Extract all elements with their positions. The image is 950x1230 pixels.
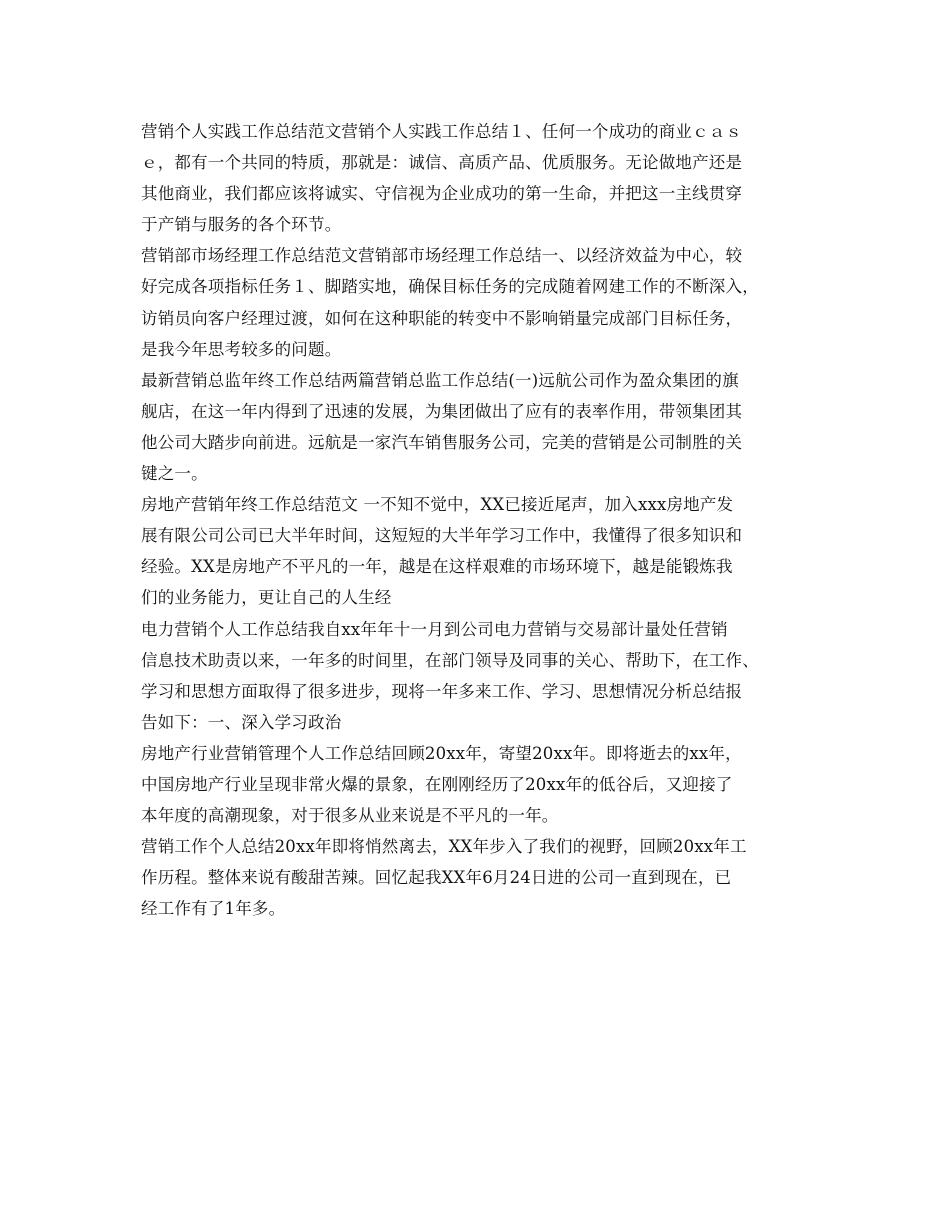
text-line: 们的业务能力，更让自己的人生经 <box>141 588 392 608</box>
document-body <box>141 116 821 924</box>
text-line: 告如下：一、深入学习政治 <box>141 712 342 732</box>
paragraph <box>141 116 821 240</box>
text-line: 键之一。 <box>141 464 208 484</box>
text-line: 中国房地产行业呈现非常火爆的景象，在刚刚经历了20xx年的低谷后，又迎接了 <box>141 774 733 794</box>
text-line: 他公司大踏步向前进。远航是一家汽车销售服务公司，完美的营销是公司制胜的关 <box>141 432 743 452</box>
text-line: 访销员向客户经理过渡，如何在这种职能的转变中不影响销量完成部门目标任务， <box>141 308 743 328</box>
text-line: 房地产行业营销管理个人工作总结回顾20xx年，寄望20xx年。即将逝去的xx年， <box>141 743 742 763</box>
text-line: 电力营销个人工作总结我自xx年年十一月到公司电力营销与交易部计量处任营销 <box>141 619 728 639</box>
text-line: 舰店，在这一年内得到了迅速的发展，为集团做出了应有的表率作用，带领集团其 <box>141 401 743 421</box>
paragraph <box>141 489 821 613</box>
text-line: ｅ，都有一个共同的特质，那就是：诚信、高质产品、优质服务。无论做地产还是 <box>141 153 743 173</box>
paragraph <box>141 614 821 738</box>
paragraph <box>141 738 821 831</box>
text-line: 是我今年思考较多的问题。 <box>141 339 342 359</box>
text-line: 最新营销总监年终工作总结两篇营销总监工作总结(一)远航公司作为盈众集团的旗 <box>141 370 739 390</box>
paragraph <box>141 365 821 489</box>
text-line: 经工作有了1年多。 <box>141 899 286 919</box>
paragraph <box>141 831 821 924</box>
text-line: 营销工作个人总结20xx年即将悄然离去，XX年步入了我们的视野，回顾20xx年工 <box>141 837 747 857</box>
text-line: 其他商业，我们都应该将诚实、守信视为企业成功的第一生命，并把这一主线贯穿 <box>141 184 743 204</box>
paragraph <box>141 240 821 364</box>
text-line: 展有限公司公司已大半年时间，这短短的大半年学习工作中，我懂得了很多知识和 <box>141 526 743 546</box>
text-line: 本年度的高潮现象，对于很多从业来说是不平凡的一年。 <box>141 806 559 826</box>
text-line: 房地产营销年终工作总结范文 一不知不觉中，XX已接近尾声，加入xxx房地产发 <box>141 495 734 515</box>
text-line: 营销部市场经理工作总结范文营销部市场经理工作总结一、以经济效益为中心，较 <box>141 246 743 266</box>
text-line: 学习和思想方面取得了很多进步，现将一年多来工作、学习、思想情况分析总结报 <box>141 681 743 701</box>
text-line: 于产销与服务的各个环节。 <box>141 215 342 235</box>
text-line: 营销个人实践工作总结范文营销个人实践工作总结１、任何一个成功的商业ｃａｓ <box>141 122 743 141</box>
text-line: 作历程。整体来说有酸甜苦辣。回忆起我XX年6月24日进的公司一直到现在，已 <box>141 868 732 888</box>
text-line: 好完成各项指标任务１、脚踏实地，确保目标任务的完成随着网建工作的不断深入， <box>141 277 759 297</box>
text-line: 信息技术助责以来，一年多的时间里，在部门领导及同事的关心、帮助下，在工作、 <box>141 650 759 670</box>
text-line: 经验。XX是房地产不平凡的一年，越是在这样艰难的市场环境下，越是能锻炼我 <box>141 557 733 577</box>
